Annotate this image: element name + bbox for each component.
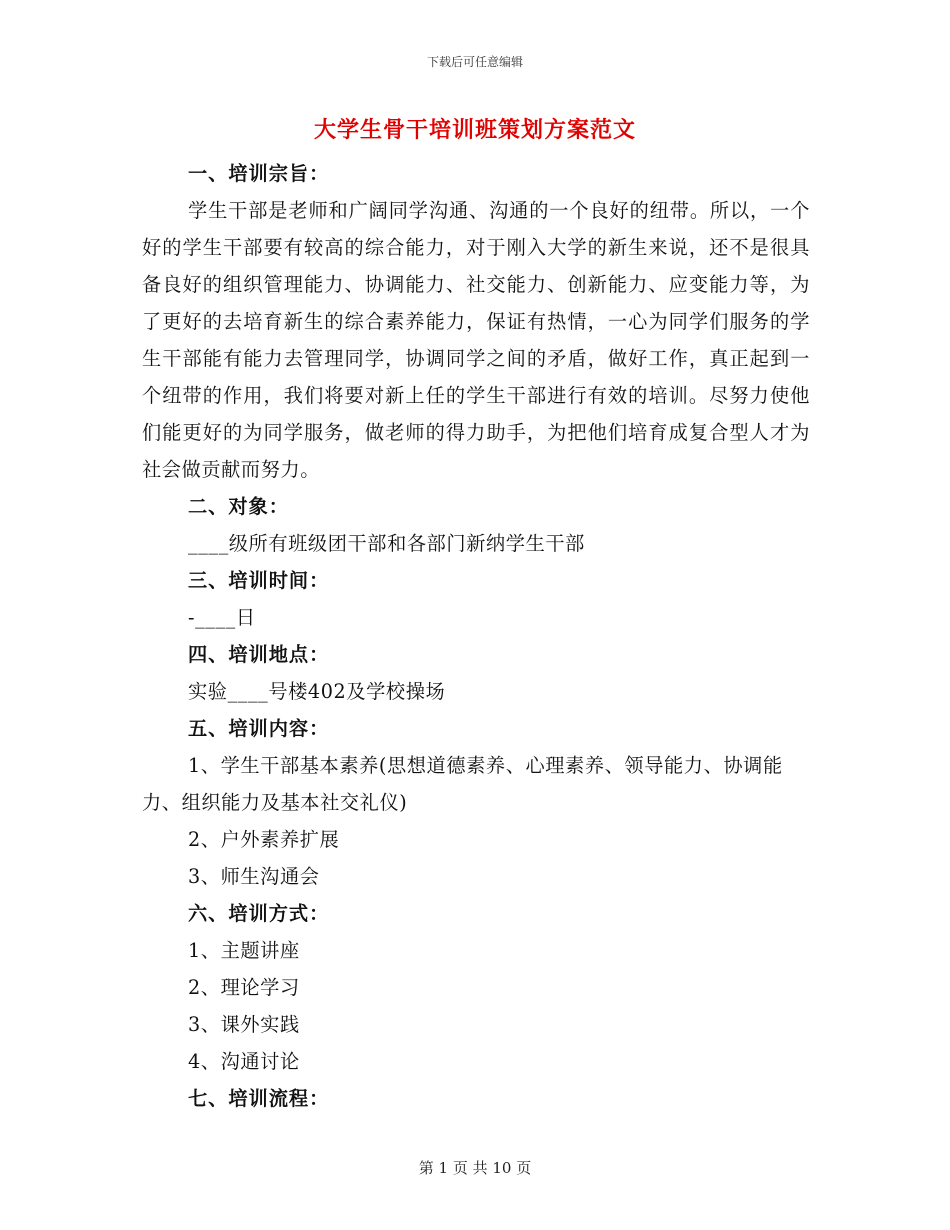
location-text: 实验____号楼402及学校操场	[188, 680, 446, 703]
target-text: ____级所有班级团干部和各部门新纳学生干部	[188, 532, 585, 555]
list-item: 2、理论学习	[188, 976, 300, 999]
list-item: 2、户外素养扩展	[188, 828, 340, 851]
section-heading-purpose: 一、培训宗旨：	[188, 162, 330, 185]
section-heading-time: 三、培训时间：	[188, 569, 330, 592]
page-footer: 第 1 页 共 10 页	[418, 1159, 532, 1177]
time-text: -____日	[188, 606, 256, 629]
list-item: 4、沟通讨论	[188, 1050, 300, 1073]
section-heading-content: 五、培训内容：	[188, 717, 330, 740]
list-item: 1、主题讲座	[188, 939, 300, 962]
document-body	[142, 155, 810, 1117]
list-item: 1、学生干部基本素养(思想道德素养、心理素养、领导能力、协调能力、组织能力及基本社交礼仪)	[142, 754, 783, 814]
page-header: 下载后可任意编辑	[426, 55, 523, 69]
list-item: 3、课外实践	[188, 1013, 300, 1036]
section-heading-target: 二、对象：	[188, 495, 289, 518]
list-item: 3、师生沟通会	[188, 865, 320, 888]
purpose-paragraph: 学生干部是老师和广阔同学沟通、沟通的一个良好的纽带。所以，一个好的学生干部要有较高的综合能力，对于刚入大学的新生来说，还不是很具备良好的组织管理能力、协调能力、社交能力、创新能力、应变能力等，为了更好的去培育新生的综合素养能力，保证有热情，一心为同学们服务的学生干部能有能力去管理同学，协调同学之间的矛盾，做好工作，真正起到一个纽带的作用，我们将要对新上任的学生干部进行有效的培训。尽努力使他们能更好的为同学服务，做老师的得力助手，为把他们培育成复合型人才为社会做贡献而努力。	[142, 199, 810, 481]
section-heading-location: 四、培训地点：	[188, 643, 330, 666]
section-heading-method: 六、培训方式：	[188, 902, 330, 925]
document-title: 大学生骨干培训班策划方案范文	[313, 117, 636, 143]
section-heading-process: 七、培训流程：	[188, 1087, 330, 1110]
